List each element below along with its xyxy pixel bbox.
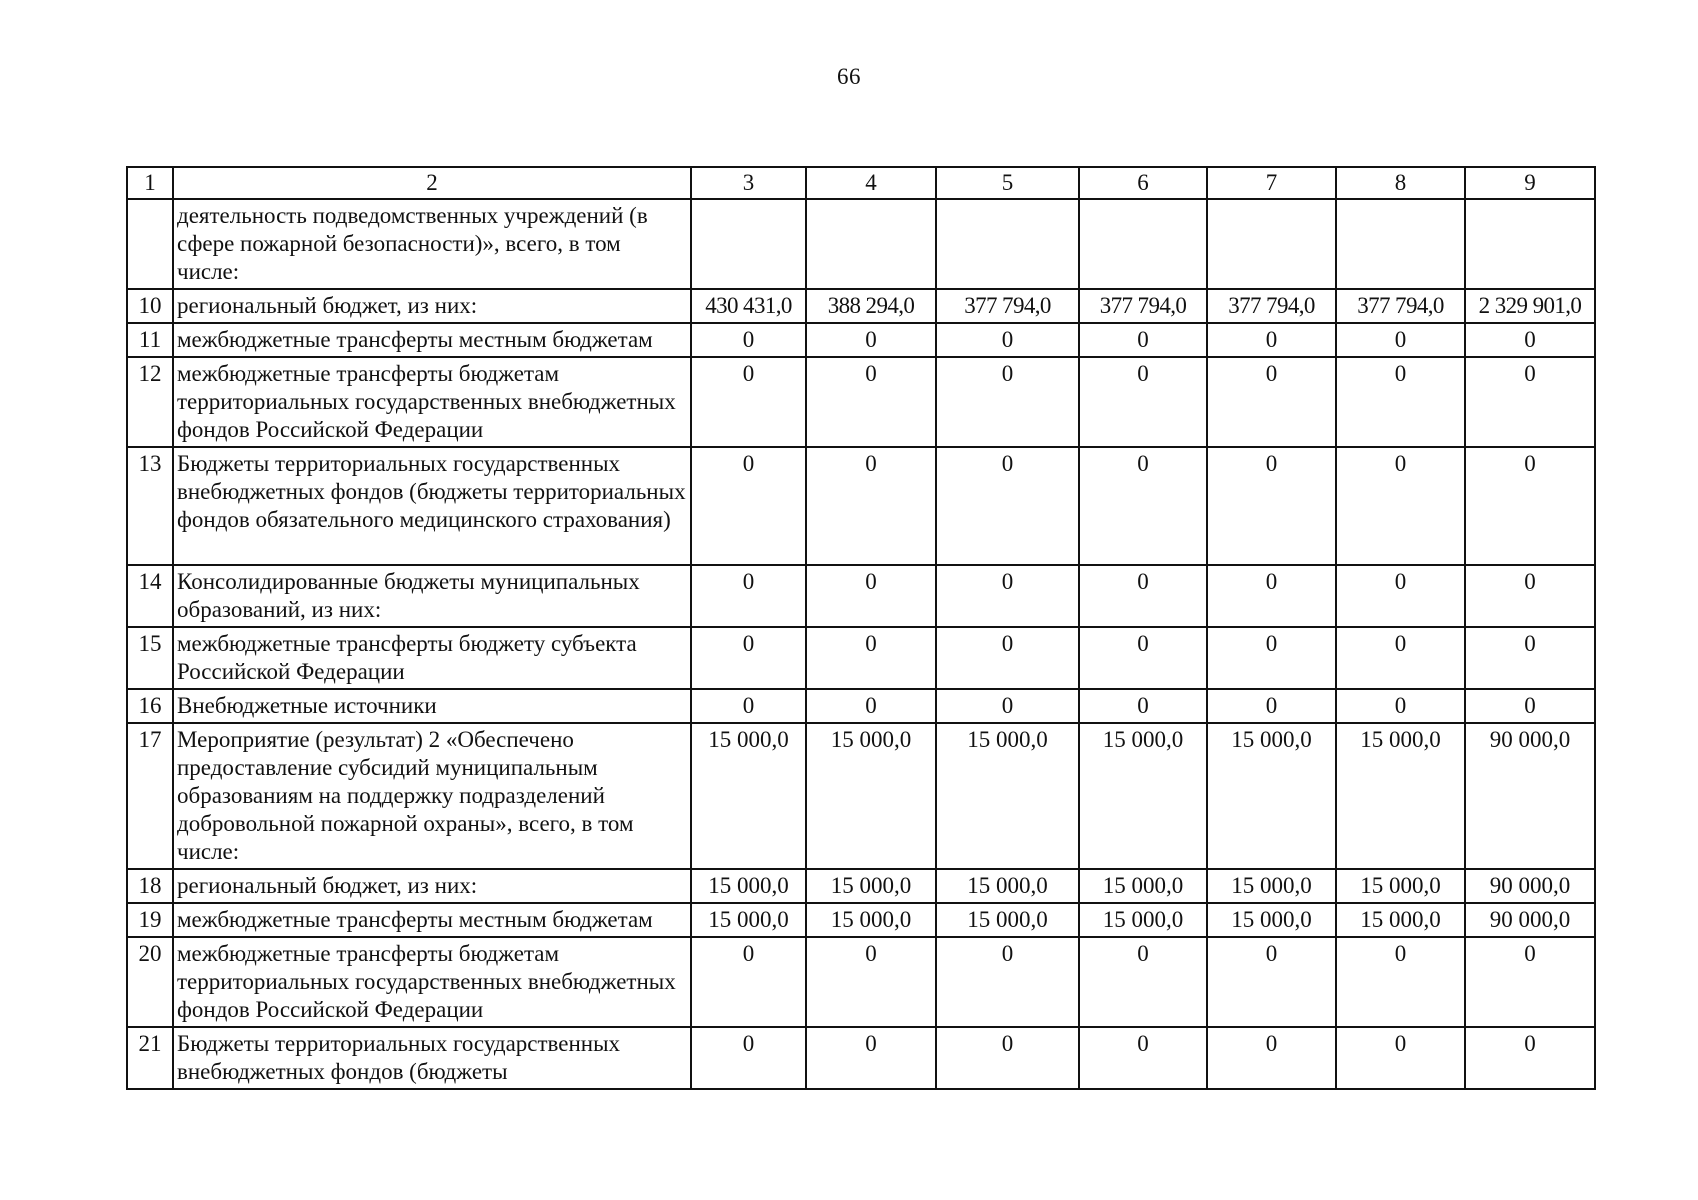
value-cell: 0 — [1336, 323, 1465, 357]
value-cell: 377 794,0 — [1079, 289, 1207, 323]
value-cell: 0 — [1207, 357, 1336, 447]
row-description: региональный бюджет, из них: — [173, 289, 691, 323]
row-number: 11 — [127, 323, 173, 357]
row-description: Внебюджетные источники — [173, 689, 691, 723]
header-cell: 7 — [1207, 167, 1336, 199]
value-cell: 0 — [691, 357, 806, 447]
table-row — [127, 723, 1595, 869]
row-description: Бюджеты территориальных государственных внебюджетных фондов (бюджеты — [173, 1027, 691, 1089]
table-row — [127, 903, 1595, 937]
value-cell: 0 — [691, 323, 806, 357]
value-cell: 0 — [806, 447, 936, 565]
value-cell: 0 — [1336, 689, 1465, 723]
value-cell: 0 — [691, 1027, 806, 1089]
table-row — [127, 627, 1595, 689]
row-number — [127, 199, 173, 289]
value-cell: 0 — [1207, 689, 1336, 723]
value-cell: 15 000,0 — [1079, 869, 1207, 903]
row-number: 15 — [127, 627, 173, 689]
row-description: Мероприятие (результат) 2 «Обеспечено предоставление субсидий муниципальным образованиям на поддержку подразделений добровольной пожарной охраны», всего, в том числе: — [173, 723, 691, 869]
header-cell: 1 — [127, 167, 173, 199]
budget-table — [126, 166, 1596, 1090]
table-row — [127, 323, 1595, 357]
value-cell: 0 — [1207, 447, 1336, 565]
table-row — [127, 869, 1595, 903]
value-cell: 0 — [1465, 627, 1595, 689]
value-cell: 15 000,0 — [1079, 903, 1207, 937]
value-cell: 0 — [1336, 565, 1465, 627]
value-cell: 0 — [806, 357, 936, 447]
value-cell: 15 000,0 — [806, 869, 936, 903]
value-cell: 0 — [1465, 689, 1595, 723]
value-cell: 15 000,0 — [936, 903, 1079, 937]
value-cell: 15 000,0 — [936, 869, 1079, 903]
value-cell — [1336, 199, 1465, 289]
value-cell: 388 294,0 — [806, 289, 936, 323]
header-cell: 6 — [1079, 167, 1207, 199]
value-cell: 0 — [1079, 937, 1207, 1027]
value-cell: 0 — [806, 627, 936, 689]
value-cell: 0 — [1465, 447, 1595, 565]
value-cell: 0 — [1079, 627, 1207, 689]
value-cell: 90 000,0 — [1465, 869, 1595, 903]
row-number: 13 — [127, 447, 173, 565]
value-cell: 2 329 901,0 — [1465, 289, 1595, 323]
value-cell: 0 — [1336, 937, 1465, 1027]
row-number: 21 — [127, 1027, 173, 1089]
value-cell: 0 — [691, 447, 806, 565]
value-cell: 0 — [1079, 323, 1207, 357]
value-cell: 0 — [1465, 357, 1595, 447]
table-row — [127, 447, 1595, 565]
value-cell: 377 794,0 — [1207, 289, 1336, 323]
value-cell — [1079, 199, 1207, 289]
value-cell: 0 — [691, 627, 806, 689]
value-cell: 15 000,0 — [1336, 869, 1465, 903]
row-description: межбюджетные трансферты бюджетам территориальных государственных внебюджетных фондов Российской Федерации — [173, 937, 691, 1027]
header-row — [127, 167, 1595, 199]
value-cell: 0 — [691, 565, 806, 627]
row-description: региональный бюджет, из них: — [173, 869, 691, 903]
value-cell: 15 000,0 — [806, 903, 936, 937]
value-cell: 0 — [806, 323, 936, 357]
value-cell: 0 — [1079, 565, 1207, 627]
value-cell: 15 000,0 — [1207, 869, 1336, 903]
value-cell: 90 000,0 — [1465, 903, 1595, 937]
row-description: межбюджетные трансферты бюджету субъекта Российской Федерации — [173, 627, 691, 689]
value-cell: 15 000,0 — [691, 903, 806, 937]
row-description: межбюджетные трансферты бюджетам территориальных государственных внебюджетных фондов Российской Федерации — [173, 357, 691, 447]
row-number: 16 — [127, 689, 173, 723]
value-cell: 430 431,0 — [691, 289, 806, 323]
value-cell: 0 — [1336, 627, 1465, 689]
value-cell: 0 — [806, 689, 936, 723]
value-cell: 0 — [806, 565, 936, 627]
value-cell: 0 — [936, 937, 1079, 1027]
value-cell — [936, 199, 1079, 289]
value-cell: 15 000,0 — [806, 723, 936, 869]
table-row — [127, 199, 1595, 289]
row-number: 18 — [127, 869, 173, 903]
row-description: деятельность подведомственных учреждений (в сфере пожарной безопасности)», всего, в том числе: — [173, 199, 691, 289]
row-number: 12 — [127, 357, 173, 447]
value-cell: 0 — [1465, 565, 1595, 627]
value-cell: 0 — [1336, 1027, 1465, 1089]
value-cell: 0 — [936, 357, 1079, 447]
row-number: 20 — [127, 937, 173, 1027]
value-cell — [1207, 199, 1336, 289]
value-cell: 0 — [691, 937, 806, 1027]
value-cell: 0 — [1207, 323, 1336, 357]
value-cell: 0 — [1207, 565, 1336, 627]
value-cell: 15 000,0 — [691, 869, 806, 903]
value-cell: 15 000,0 — [936, 723, 1079, 869]
value-cell: 0 — [1336, 357, 1465, 447]
value-cell: 0 — [1207, 937, 1336, 1027]
value-cell: 0 — [936, 323, 1079, 357]
header-cell: 4 — [806, 167, 936, 199]
value-cell: 0 — [936, 447, 1079, 565]
header-cell: 5 — [936, 167, 1079, 199]
value-cell — [806, 199, 936, 289]
value-cell: 0 — [1079, 689, 1207, 723]
value-cell: 0 — [1079, 1027, 1207, 1089]
value-cell: 0 — [936, 627, 1079, 689]
row-number: 17 — [127, 723, 173, 869]
value-cell: 0 — [1465, 323, 1595, 357]
value-cell: 377 794,0 — [936, 289, 1079, 323]
value-cell: 0 — [806, 1027, 936, 1089]
table-row — [127, 289, 1595, 323]
value-cell: 15 000,0 — [1207, 903, 1336, 937]
value-cell: 15 000,0 — [1079, 723, 1207, 869]
value-cell: 15 000,0 — [1336, 723, 1465, 869]
row-number: 19 — [127, 903, 173, 937]
header-cell: 9 — [1465, 167, 1595, 199]
row-description: Бюджеты территориальных государственных внебюджетных фондов (бюджеты территориальных фондов обязательного медицинского страхования) — [173, 447, 691, 565]
header-cell: 3 — [691, 167, 806, 199]
header-cell: 2 — [173, 167, 691, 199]
value-cell: 0 — [691, 689, 806, 723]
row-description: межбюджетные трансферты местным бюджетам — [173, 323, 691, 357]
value-cell: 15 000,0 — [1336, 903, 1465, 937]
value-cell — [1465, 199, 1595, 289]
row-description: Консолидированные бюджеты муниципальных образований, из них: — [173, 565, 691, 627]
row-number: 14 — [127, 565, 173, 627]
value-cell: 0 — [936, 689, 1079, 723]
value-cell: 0 — [806, 937, 936, 1027]
value-cell: 377 794,0 — [1336, 289, 1465, 323]
value-cell: 0 — [1207, 627, 1336, 689]
table-row — [127, 937, 1595, 1027]
table-row — [127, 357, 1595, 447]
value-cell: 0 — [1336, 447, 1465, 565]
value-cell: 0 — [1079, 357, 1207, 447]
value-cell: 90 000,0 — [1465, 723, 1595, 869]
value-cell: 0 — [936, 1027, 1079, 1089]
row-description: межбюджетные трансферты местным бюджетам — [173, 903, 691, 937]
page-number: 66 — [837, 64, 861, 89]
table-row — [127, 565, 1595, 627]
value-cell: 15 000,0 — [691, 723, 806, 869]
value-cell: 0 — [1465, 1027, 1595, 1089]
value-cell: 0 — [1465, 937, 1595, 1027]
table-row — [127, 689, 1595, 723]
value-cell — [691, 199, 806, 289]
row-number: 10 — [127, 289, 173, 323]
value-cell: 0 — [1207, 1027, 1336, 1089]
value-cell: 0 — [936, 565, 1079, 627]
value-cell: 0 — [1079, 447, 1207, 565]
value-cell: 15 000,0 — [1207, 723, 1336, 869]
header-cell: 8 — [1336, 167, 1465, 199]
table-row — [127, 1027, 1595, 1089]
